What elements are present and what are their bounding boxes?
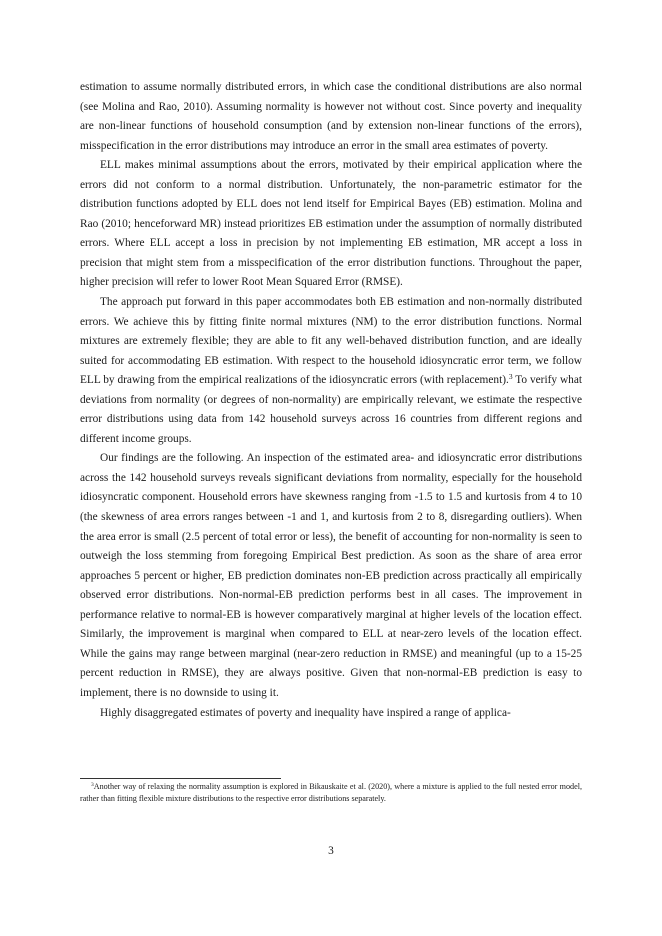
paragraph-4: Our findings are the following. An inspection of the estimated area- and idiosyncratic error distributions across the 142 household surveys reveals significant deviations from normality, especially for the household idiosyncratic component. Household errors have skewness ranging from -1.5 to 1.5 and kurtosis from 4 to 10 (the skewness of area errors ranges between -1 and 1, and kurtosis from 2 to 8, disregarding outliers). When the area error is small (2.5 percent of total error or less), the benefit of accounting for non-normality is seen to outweigh the loss stemming from foregoing Empirical Best prediction. As soon as the share of area error approaches 5 percent or higher, EB prediction dominates non-EB prediction across practically all empirically observed error distributions. Non-normal-EB prediction performs best in all cases. The improvement in performance relative to normal-EB is however comparatively marginal at higher levels of the location effect. Similarly, the improvement is marginal when compared to ELL at near-zero levels of the location effect. While the gains may range between marginal (near-zero reduction in RMSE) and meaningful (up to a 15-25 percent reduction in RMSE), they are always positive. Given that non-normal-EB prediction is easy to implement, there is no downside to using it. [80, 452, 582, 699]
footnote-marker-3[interactable]: 3 [508, 372, 513, 382]
paragraph-3-text-before: The approach put forward in this paper accommodates both EB estimation and non-normally distributed errors. We achieve this by fitting finite normal mixtures (NM) to the error distribution functions. Normal mixtures are extremely flexible; they are able to fit any well-behaved distribution function, and are ideally suited for accommodating EB estimation. With respect to the household idiosyncratic error term, we follow ELL by drawing from the empirical realizations of the idiosyncratic errors (with replacement). [80, 296, 582, 387]
paragraph-1: estimation to assume normally distributed errors, in which case the conditional distributions are also normal (see Molina and Rao, 2010). Assuming normality is however not without cost. Since poverty and inequality are non-linear functions of household consumption (and by extension non-linear functions of the errors), misspecification in the error distributions may introduce an error in the small area estimates of poverty. [80, 81, 582, 152]
paragraph-2: ELL makes minimal assumptions about the errors, motivated by their empirical application where the errors did not conform to a normal distribution. Unfortunately, the non-parametric estimator for the distribution functions adopted by ELL does not lend itself for Empirical Bayes (EB) estimation. Molina and Rao (2010; henceforward MR) instead prioritizes EB estimation under the assumption of normally distributed errors. Where ELL accept a loss in precision by not implementing EB estimation, MR accept a loss in precision that might stem from a misspecification of the error distribution functions. Throughout the paper, higher precision will refer to lower Root Mean Squared Error (RMSE). [80, 159, 582, 289]
page-body [80, 78, 582, 723]
paragraph-5: Highly disaggregated estimates of poverty and inequality have inspired a range of applica- [100, 706, 511, 719]
footnote-divider [80, 778, 281, 779]
page-number: 3 [328, 845, 334, 857]
footnote-3-text: Another way of relaxing the normality assumption is explored in Bikauskaite et al. (2020), where a mixture is applied to the full nested error model, rather than fitting flexible mixture distributions to the respective error distributions separately. [80, 782, 582, 803]
paragraph-3-text-after: To verify what deviations from normality (or degrees of non-normality) are empirically relevant, we estimate the respective error distributions using data from 142 household surveys across 16 countries from different regions and different income groups. [80, 374, 583, 445]
paragraph-3 [80, 293, 582, 449]
footnote-3 [80, 781, 582, 805]
footnote-section [80, 781, 582, 805]
footnote-3-marker: 3 [91, 782, 94, 788]
